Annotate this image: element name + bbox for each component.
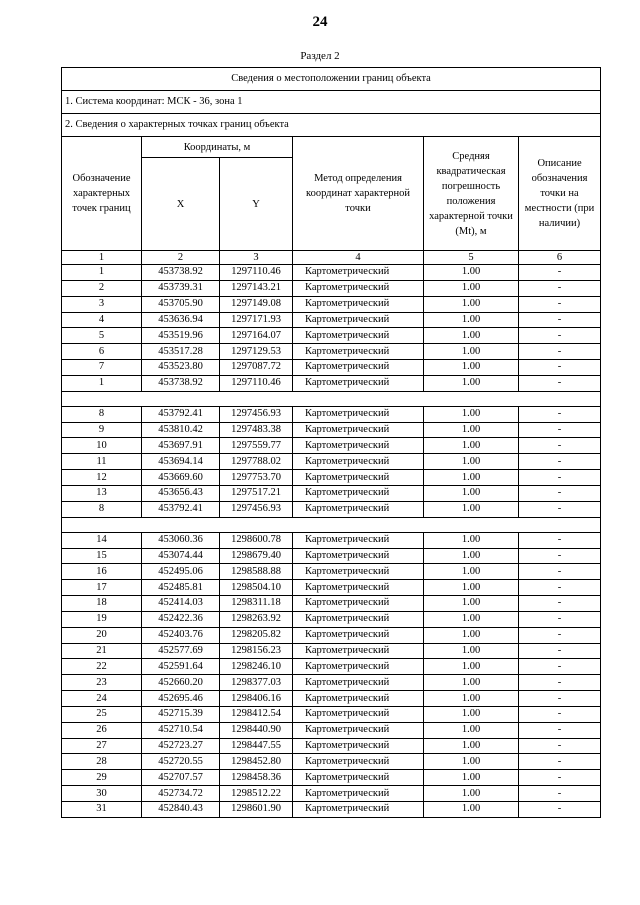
- cell-y: 1297517.21: [220, 485, 293, 501]
- cell-point-id: 2: [62, 280, 142, 296]
- cell-error: 1.00: [424, 548, 519, 564]
- cell-description: -: [519, 770, 601, 786]
- table-row: [62, 754, 601, 770]
- table-row: [62, 611, 601, 627]
- table-row: [62, 280, 601, 296]
- cell-point-id: 8: [62, 501, 142, 517]
- cell-description: -: [519, 611, 601, 627]
- table-row: [62, 422, 601, 438]
- table-row: [62, 485, 601, 501]
- cell-y: 1298458.36: [220, 770, 293, 786]
- cell-error: 1.00: [424, 312, 519, 328]
- cell-point-id: 13: [62, 485, 142, 501]
- cell-x: 453738.92: [142, 375, 220, 391]
- boundary-points-table: [61, 67, 601, 818]
- cell-x: 452422.36: [142, 611, 220, 627]
- cell-point-id: 3: [62, 296, 142, 312]
- cell-method: Картометрический: [293, 770, 424, 786]
- cell-method: Картометрический: [293, 754, 424, 770]
- cell-error: 1.00: [424, 786, 519, 802]
- cell-description: -: [519, 691, 601, 707]
- cell-y: 1298311.18: [220, 596, 293, 612]
- cell-error: 1.00: [424, 770, 519, 786]
- cell-x: 453739.31: [142, 280, 220, 296]
- cell-x: 452707.57: [142, 770, 220, 786]
- table-row: [62, 360, 601, 376]
- cell-y: 1298447.55: [220, 738, 293, 754]
- column-number: 6: [519, 251, 601, 265]
- cell-x: 452577.69: [142, 643, 220, 659]
- cell-y: 1298601.90: [220, 802, 293, 818]
- cell-error: 1.00: [424, 706, 519, 722]
- cell-error: 1.00: [424, 470, 519, 486]
- column-number: 4: [293, 251, 424, 265]
- cell-description: -: [519, 296, 601, 312]
- cell-error: 1.00: [424, 328, 519, 344]
- header-description: Описание обозначения точки на местности (при наличии): [519, 137, 601, 251]
- cell-method: Картометрический: [293, 548, 424, 564]
- cell-method: Картометрический: [293, 532, 424, 548]
- cell-y: 1297087.72: [220, 360, 293, 376]
- cell-y: 1297456.93: [220, 406, 293, 422]
- cell-error: 1.00: [424, 280, 519, 296]
- cell-point-id: 31: [62, 802, 142, 818]
- header-row: [62, 137, 601, 158]
- cell-error: 1.00: [424, 454, 519, 470]
- header-y: Y: [220, 158, 293, 251]
- coord-system-row: [62, 91, 601, 114]
- cell-description: -: [519, 422, 601, 438]
- cell-y: 1297110.46: [220, 265, 293, 281]
- cell-method: Картометрический: [293, 501, 424, 517]
- table-row: [62, 438, 601, 454]
- cell-error: 1.00: [424, 596, 519, 612]
- table-title: Сведения о местоположении границ объекта: [62, 68, 601, 91]
- group-separator-row: [62, 517, 601, 532]
- cell-point-id: 8: [62, 406, 142, 422]
- cell-x: 452710.54: [142, 722, 220, 738]
- column-number: 3: [220, 251, 293, 265]
- header-error: Средняя квадратическая погрешность положения характерной точки (Mt), м: [424, 137, 519, 251]
- page-number: 24: [312, 14, 328, 30]
- header-coordinates: Координаты, м: [142, 137, 293, 158]
- cell-x: 453636.94: [142, 312, 220, 328]
- cell-method: Картометрический: [293, 438, 424, 454]
- cell-x: 452495.06: [142, 564, 220, 580]
- cell-method: Картометрический: [293, 675, 424, 691]
- cell-y: 1298679.40: [220, 548, 293, 564]
- cell-x: 453810.42: [142, 422, 220, 438]
- cell-error: 1.00: [424, 802, 519, 818]
- cell-error: 1.00: [424, 360, 519, 376]
- table-row: [62, 627, 601, 643]
- cell-point-id: 5: [62, 328, 142, 344]
- cell-description: -: [519, 754, 601, 770]
- cell-y: 1298412.54: [220, 706, 293, 722]
- cell-method: Картометрический: [293, 706, 424, 722]
- table-row: [62, 296, 601, 312]
- cell-point-id: 10: [62, 438, 142, 454]
- cell-error: 1.00: [424, 691, 519, 707]
- cell-point-id: 26: [62, 722, 142, 738]
- cell-y: 1297456.93: [220, 501, 293, 517]
- table-row: [62, 375, 601, 391]
- table-row: [62, 312, 601, 328]
- cell-method: Картометрический: [293, 296, 424, 312]
- table-row: [62, 265, 601, 281]
- cell-y: 1297149.08: [220, 296, 293, 312]
- table-row: [62, 722, 601, 738]
- cell-x: 453523.80: [142, 360, 220, 376]
- points-title: 2. Сведения о характерных точках границ объекта: [62, 114, 601, 137]
- cell-error: 1.00: [424, 406, 519, 422]
- header-point-designation: Обозначение характерных точек границ: [62, 137, 142, 251]
- cell-point-id: 24: [62, 691, 142, 707]
- table-body: [62, 68, 601, 818]
- cell-point-id: 6: [62, 344, 142, 360]
- header-method: Метод определения координат характерной точки: [293, 137, 424, 251]
- cell-method: Картометрический: [293, 802, 424, 818]
- cell-description: -: [519, 501, 601, 517]
- cell-point-id: 27: [62, 738, 142, 754]
- cell-y: 1297171.93: [220, 312, 293, 328]
- cell-description: -: [519, 265, 601, 281]
- cell-method: Картометрический: [293, 422, 424, 438]
- group-separator: [62, 517, 601, 532]
- cell-description: -: [519, 596, 601, 612]
- cell-y: 1298600.78: [220, 532, 293, 548]
- table-row: [62, 501, 601, 517]
- cell-point-id: 9: [62, 422, 142, 438]
- cell-description: -: [519, 470, 601, 486]
- cell-description: -: [519, 659, 601, 675]
- cell-error: 1.00: [424, 265, 519, 281]
- cell-method: Картометрический: [293, 627, 424, 643]
- table-row: [62, 580, 601, 596]
- column-number: 5: [424, 251, 519, 265]
- table-row: [62, 454, 601, 470]
- coord-system: 1. Система координат: МСК - 36, зона 1: [62, 91, 601, 114]
- cell-method: Картометрический: [293, 312, 424, 328]
- cell-description: -: [519, 438, 601, 454]
- cell-x: 452414.03: [142, 596, 220, 612]
- cell-method: Картометрический: [293, 265, 424, 281]
- cell-point-id: 23: [62, 675, 142, 691]
- table-row: [62, 659, 601, 675]
- cell-x: 452723.27: [142, 738, 220, 754]
- column-numbers-row: [62, 251, 601, 265]
- cell-description: -: [519, 786, 601, 802]
- cell-error: 1.00: [424, 627, 519, 643]
- cell-method: Картометрический: [293, 596, 424, 612]
- cell-y: 1298588.88: [220, 564, 293, 580]
- cell-point-id: 22: [62, 659, 142, 675]
- points-title-row: [62, 114, 601, 137]
- table-row: [62, 596, 601, 612]
- table-row: [62, 643, 601, 659]
- cell-point-id: 28: [62, 754, 142, 770]
- cell-point-id: 17: [62, 580, 142, 596]
- cell-description: -: [519, 312, 601, 328]
- cell-error: 1.00: [424, 738, 519, 754]
- cell-y: 1298377.03: [220, 675, 293, 691]
- cell-method: Картометрический: [293, 328, 424, 344]
- column-number: 2: [142, 251, 220, 265]
- cell-description: -: [519, 675, 601, 691]
- cell-y: 1297129.53: [220, 344, 293, 360]
- cell-point-id: 7: [62, 360, 142, 376]
- cell-error: 1.00: [424, 501, 519, 517]
- cell-x: 452485.81: [142, 580, 220, 596]
- cell-error: 1.00: [424, 564, 519, 580]
- cell-error: 1.00: [424, 296, 519, 312]
- table-row: [62, 470, 601, 486]
- cell-point-id: 18: [62, 596, 142, 612]
- cell-description: -: [519, 802, 601, 818]
- cell-description: -: [519, 548, 601, 564]
- table-row: [62, 532, 601, 548]
- cell-y: 1298205.82: [220, 627, 293, 643]
- table-row: [62, 691, 601, 707]
- cell-x: 453656.43: [142, 485, 220, 501]
- cell-x: 452695.46: [142, 691, 220, 707]
- cell-x: 452734.72: [142, 786, 220, 802]
- table-row: [62, 548, 601, 564]
- cell-method: Картометрический: [293, 738, 424, 754]
- cell-description: -: [519, 328, 601, 344]
- cell-method: Картометрический: [293, 470, 424, 486]
- column-number: 1: [62, 251, 142, 265]
- cell-description: -: [519, 580, 601, 596]
- cell-y: 1298246.10: [220, 659, 293, 675]
- cell-error: 1.00: [424, 438, 519, 454]
- cell-method: Картометрический: [293, 280, 424, 296]
- cell-point-id: 14: [62, 532, 142, 548]
- cell-x: 453517.28: [142, 344, 220, 360]
- cell-method: Картометрический: [293, 375, 424, 391]
- cell-error: 1.00: [424, 643, 519, 659]
- cell-description: -: [519, 360, 601, 376]
- cell-method: Картометрический: [293, 406, 424, 422]
- cell-point-id: 19: [62, 611, 142, 627]
- cell-description: -: [519, 532, 601, 548]
- cell-x: 453074.44: [142, 548, 220, 564]
- cell-y: 1297110.46: [220, 375, 293, 391]
- cell-y: 1298156.23: [220, 643, 293, 659]
- cell-x: 452720.55: [142, 754, 220, 770]
- group-separator-row: [62, 391, 601, 406]
- cell-y: 1297164.07: [220, 328, 293, 344]
- cell-x: 452403.76: [142, 627, 220, 643]
- cell-method: Картометрический: [293, 485, 424, 501]
- cell-description: -: [519, 454, 601, 470]
- section-title: Раздел 2: [300, 50, 340, 62]
- cell-x: 453705.90: [142, 296, 220, 312]
- cell-description: -: [519, 375, 601, 391]
- cell-point-id: 1: [62, 375, 142, 391]
- cell-point-id: 25: [62, 706, 142, 722]
- cell-x: 452660.20: [142, 675, 220, 691]
- cell-method: Картометрический: [293, 360, 424, 376]
- cell-description: -: [519, 738, 601, 754]
- cell-description: -: [519, 344, 601, 360]
- cell-y: 1297559.77: [220, 438, 293, 454]
- cell-x: 453792.41: [142, 406, 220, 422]
- table-row: [62, 706, 601, 722]
- cell-error: 1.00: [424, 611, 519, 627]
- cell-method: Картометрический: [293, 691, 424, 707]
- table-row: [62, 675, 601, 691]
- table-row: [62, 802, 601, 818]
- cell-y: 1298406.16: [220, 691, 293, 707]
- cell-x: 453792.41: [142, 501, 220, 517]
- cell-point-id: 20: [62, 627, 142, 643]
- cell-method: Картометрический: [293, 722, 424, 738]
- cell-point-id: 15: [62, 548, 142, 564]
- cell-error: 1.00: [424, 485, 519, 501]
- cell-y: 1298452.80: [220, 754, 293, 770]
- cell-point-id: 1: [62, 265, 142, 281]
- cell-method: Картометрический: [293, 611, 424, 627]
- cell-description: -: [519, 564, 601, 580]
- cell-method: Картометрический: [293, 643, 424, 659]
- cell-y: 1298512.22: [220, 786, 293, 802]
- cell-description: -: [519, 722, 601, 738]
- cell-error: 1.00: [424, 675, 519, 691]
- cell-point-id: 29: [62, 770, 142, 786]
- table-title-row: [62, 68, 601, 91]
- cell-error: 1.00: [424, 422, 519, 438]
- cell-method: Картометрический: [293, 454, 424, 470]
- cell-description: -: [519, 643, 601, 659]
- cell-point-id: 16: [62, 564, 142, 580]
- table-row: [62, 406, 601, 422]
- table-row: [62, 770, 601, 786]
- header-x: X: [142, 158, 220, 251]
- cell-x: 453060.36: [142, 532, 220, 548]
- cell-x: 453519.96: [142, 328, 220, 344]
- table-row: [62, 738, 601, 754]
- cell-point-id: 30: [62, 786, 142, 802]
- cell-x: 453669.60: [142, 470, 220, 486]
- cell-description: -: [519, 280, 601, 296]
- cell-y: 1298504.10: [220, 580, 293, 596]
- cell-error: 1.00: [424, 375, 519, 391]
- cell-description: -: [519, 485, 601, 501]
- cell-description: -: [519, 406, 601, 422]
- cell-y: 1298263.92: [220, 611, 293, 627]
- cell-error: 1.00: [424, 722, 519, 738]
- cell-y: 1297788.02: [220, 454, 293, 470]
- cell-y: 1298440.90: [220, 722, 293, 738]
- cell-description: -: [519, 627, 601, 643]
- cell-method: Картометрический: [293, 344, 424, 360]
- cell-method: Картометрический: [293, 580, 424, 596]
- cell-error: 1.00: [424, 754, 519, 770]
- cell-error: 1.00: [424, 580, 519, 596]
- cell-method: Картометрический: [293, 564, 424, 580]
- table-row: [62, 328, 601, 344]
- cell-x: 453694.14: [142, 454, 220, 470]
- cell-x: 453697.91: [142, 438, 220, 454]
- cell-point-id: 12: [62, 470, 142, 486]
- table-row: [62, 786, 601, 802]
- cell-point-id: 11: [62, 454, 142, 470]
- cell-x: 452715.39: [142, 706, 220, 722]
- cell-error: 1.00: [424, 659, 519, 675]
- cell-error: 1.00: [424, 532, 519, 548]
- cell-y: 1297753.70: [220, 470, 293, 486]
- group-separator: [62, 391, 601, 406]
- cell-x: 453738.92: [142, 265, 220, 281]
- cell-error: 1.00: [424, 344, 519, 360]
- cell-method: Картометрический: [293, 786, 424, 802]
- cell-description: -: [519, 706, 601, 722]
- cell-y: 1297143.21: [220, 280, 293, 296]
- table-row: [62, 344, 601, 360]
- cell-point-id: 21: [62, 643, 142, 659]
- cell-y: 1297483.38: [220, 422, 293, 438]
- cell-method: Картометрический: [293, 659, 424, 675]
- cell-x: 452591.64: [142, 659, 220, 675]
- cell-x: 452840.43: [142, 802, 220, 818]
- cell-point-id: 4: [62, 312, 142, 328]
- table-row: [62, 564, 601, 580]
